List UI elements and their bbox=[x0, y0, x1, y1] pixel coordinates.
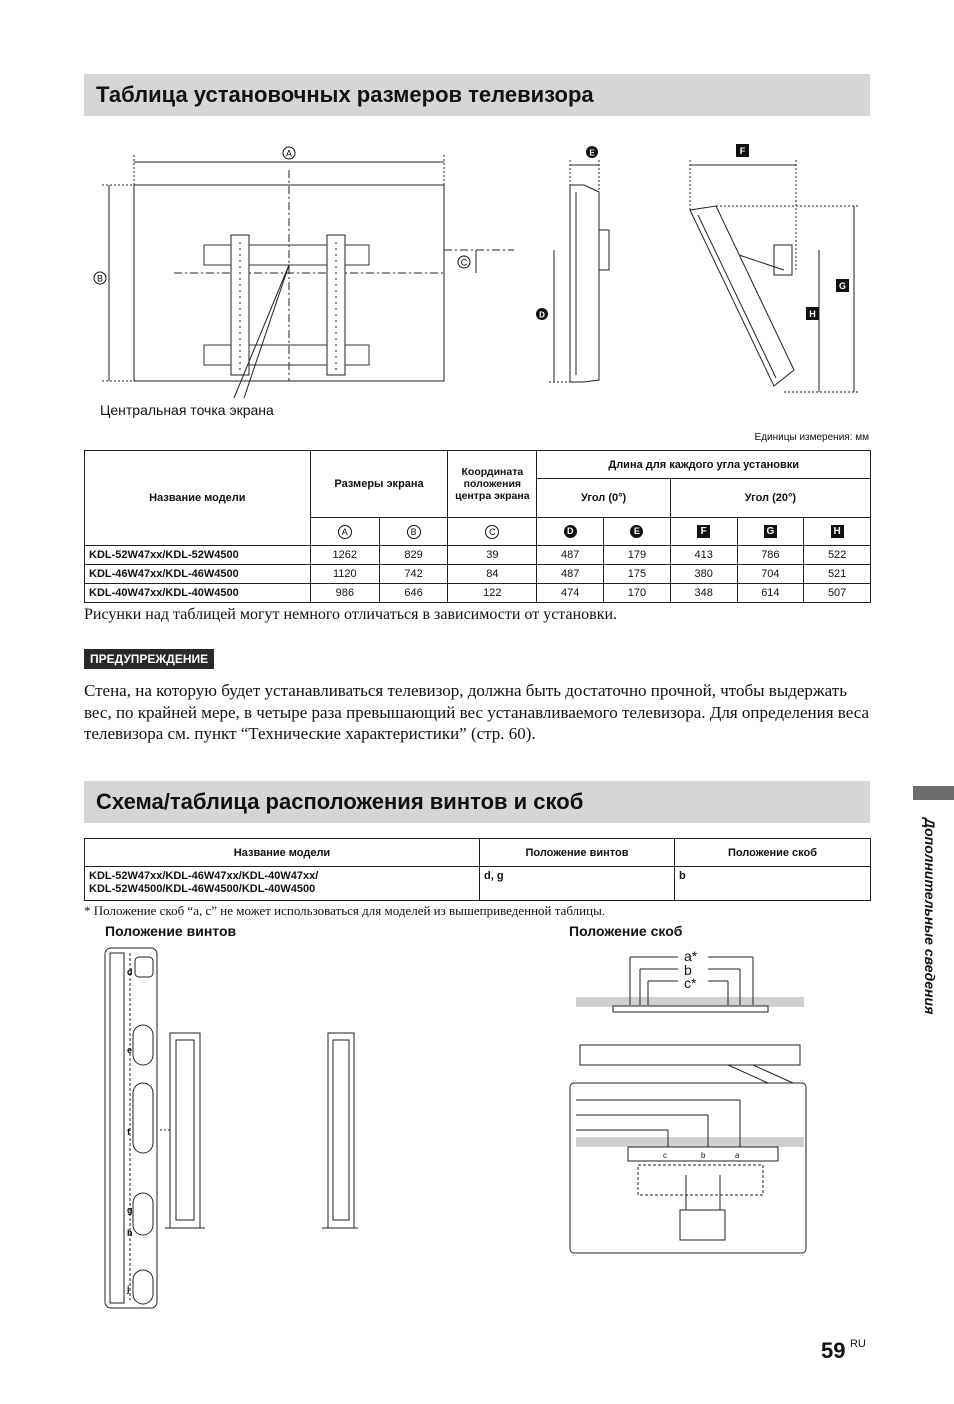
section-header-screws bbox=[84, 781, 870, 823]
svg-text:A: A bbox=[285, 148, 293, 159]
section-title: Схема/таблица расположения винтов и скоб bbox=[96, 789, 584, 814]
col-letter-a: A bbox=[338, 525, 352, 539]
page-number bbox=[821, 1338, 866, 1364]
hooks-caption: Положение скоб bbox=[569, 923, 683, 939]
dimension-label-h bbox=[806, 307, 819, 320]
dimensions-table bbox=[84, 450, 871, 603]
col-letter-g: G bbox=[764, 525, 777, 538]
header-angle-20: Угол (20°) bbox=[670, 479, 870, 518]
col-letter-b: B bbox=[407, 525, 421, 539]
screw-letter-g: g bbox=[127, 1205, 133, 1215]
hook-small-c: c bbox=[663, 1151, 667, 1160]
screws-caption: Положение винтов bbox=[105, 923, 237, 939]
svg-text:C: C bbox=[460, 257, 468, 268]
header-angle-0: Угол (0°) bbox=[537, 479, 670, 518]
dimension-label-d bbox=[536, 308, 548, 320]
header-model: Название модели bbox=[85, 839, 480, 867]
svg-text:H: H bbox=[809, 309, 816, 319]
hook-position-diagram bbox=[568, 945, 808, 1257]
table-row: KDL-52W47xx/KDL-52W4500 1262 829 39 487 179 413 786 522 bbox=[85, 546, 871, 565]
hook-label-c: c* bbox=[684, 975, 697, 991]
svg-text:E: E bbox=[589, 148, 595, 158]
screw-letter-d: d bbox=[127, 967, 133, 977]
dimension-label-e bbox=[586, 146, 598, 158]
center-point-label: Центральная точка экрана bbox=[100, 402, 274, 418]
side-tab-marker bbox=[913, 786, 954, 800]
section-title: Таблица установочных размеров телевизора bbox=[96, 82, 594, 107]
screws-table bbox=[84, 838, 871, 901]
svg-text:B: B bbox=[96, 273, 104, 284]
dimension-label-a bbox=[283, 147, 295, 159]
svg-text:F: F bbox=[739, 146, 746, 156]
hook-small-a: a bbox=[735, 1151, 740, 1160]
footnote: * Положение скоб “a, c” не может использоваться для моделей из вышеприведенной таблицы. bbox=[84, 903, 606, 918]
dimension-label-c bbox=[458, 256, 470, 268]
dimension-label-b bbox=[94, 272, 106, 284]
col-letter-h: H bbox=[831, 525, 844, 538]
header-hooks: Положение скоб bbox=[675, 839, 871, 867]
dimension-label-f bbox=[736, 144, 749, 157]
hook-small-b: b bbox=[701, 1151, 706, 1160]
side-section-label: Дополнительные сведения bbox=[922, 818, 938, 1015]
dimension-label-g bbox=[836, 279, 849, 292]
table-row: KDL-46W47xx/KDL-46W4500 1120 742 84 487 175 380 704 521 bbox=[85, 565, 871, 584]
header-length: Длина для каждого угла установки bbox=[537, 451, 871, 479]
screw-letter-j: j bbox=[127, 1284, 130, 1294]
svg-text:G: G bbox=[838, 281, 847, 291]
header-screws: Положение винтов bbox=[480, 839, 675, 867]
col-letter-c: C bbox=[485, 525, 499, 539]
col-letter-e: E bbox=[630, 525, 643, 538]
section-header-dimensions bbox=[84, 74, 870, 116]
hook-label-b: b bbox=[684, 962, 692, 978]
table-row: KDL-40W47xx/KDL-40W4500 986 646 122 474 170 348 614 507 bbox=[85, 584, 871, 603]
header-center: Координата положения центра экрана bbox=[448, 451, 537, 518]
screw-position-diagram bbox=[100, 945, 360, 1315]
col-letter-d: D bbox=[564, 525, 577, 538]
page-lang: RU bbox=[849, 1338, 866, 1350]
tv-dimensions-diagram bbox=[84, 130, 884, 430]
table-row: KDL-52W47xx/KDL-46W47xx/KDL-40W47xx/ KDL-52W4500/KDL-46W4500/KDL-40W4500 d, g b bbox=[85, 867, 871, 901]
screw-letter-h: h bbox=[127, 1228, 133, 1238]
col-letter-f: F bbox=[697, 525, 710, 538]
screw-letter-f: f bbox=[127, 1127, 130, 1137]
warning-badge: ПРЕДУПРЕЖДЕНИЕ bbox=[84, 649, 214, 669]
header-model: Название модели bbox=[85, 451, 311, 546]
header-screen: Размеры экрана bbox=[310, 451, 448, 518]
figure-note: Рисунки над таблицей могут немного отличаться в зависимости от установки. bbox=[84, 606, 618, 623]
hook-label-a: a* bbox=[684, 948, 698, 964]
svg-text:D: D bbox=[539, 310, 545, 320]
warning-text: Стена, на которую будет устанавливаться телевизор, должна быть достаточно прочной, чтобы выдержать вес, по крайней мере, в четыре раза превышающий вес устанавливаемого телевизора. Для определения веса телевизора см. пункт “Технические характеристики” (стр. 60). bbox=[84, 681, 870, 743]
screw-letter-e: e bbox=[127, 1045, 133, 1055]
page-number-value: 59 bbox=[821, 1338, 846, 1363]
units-label: Единицы измерения: мм bbox=[754, 432, 869, 443]
